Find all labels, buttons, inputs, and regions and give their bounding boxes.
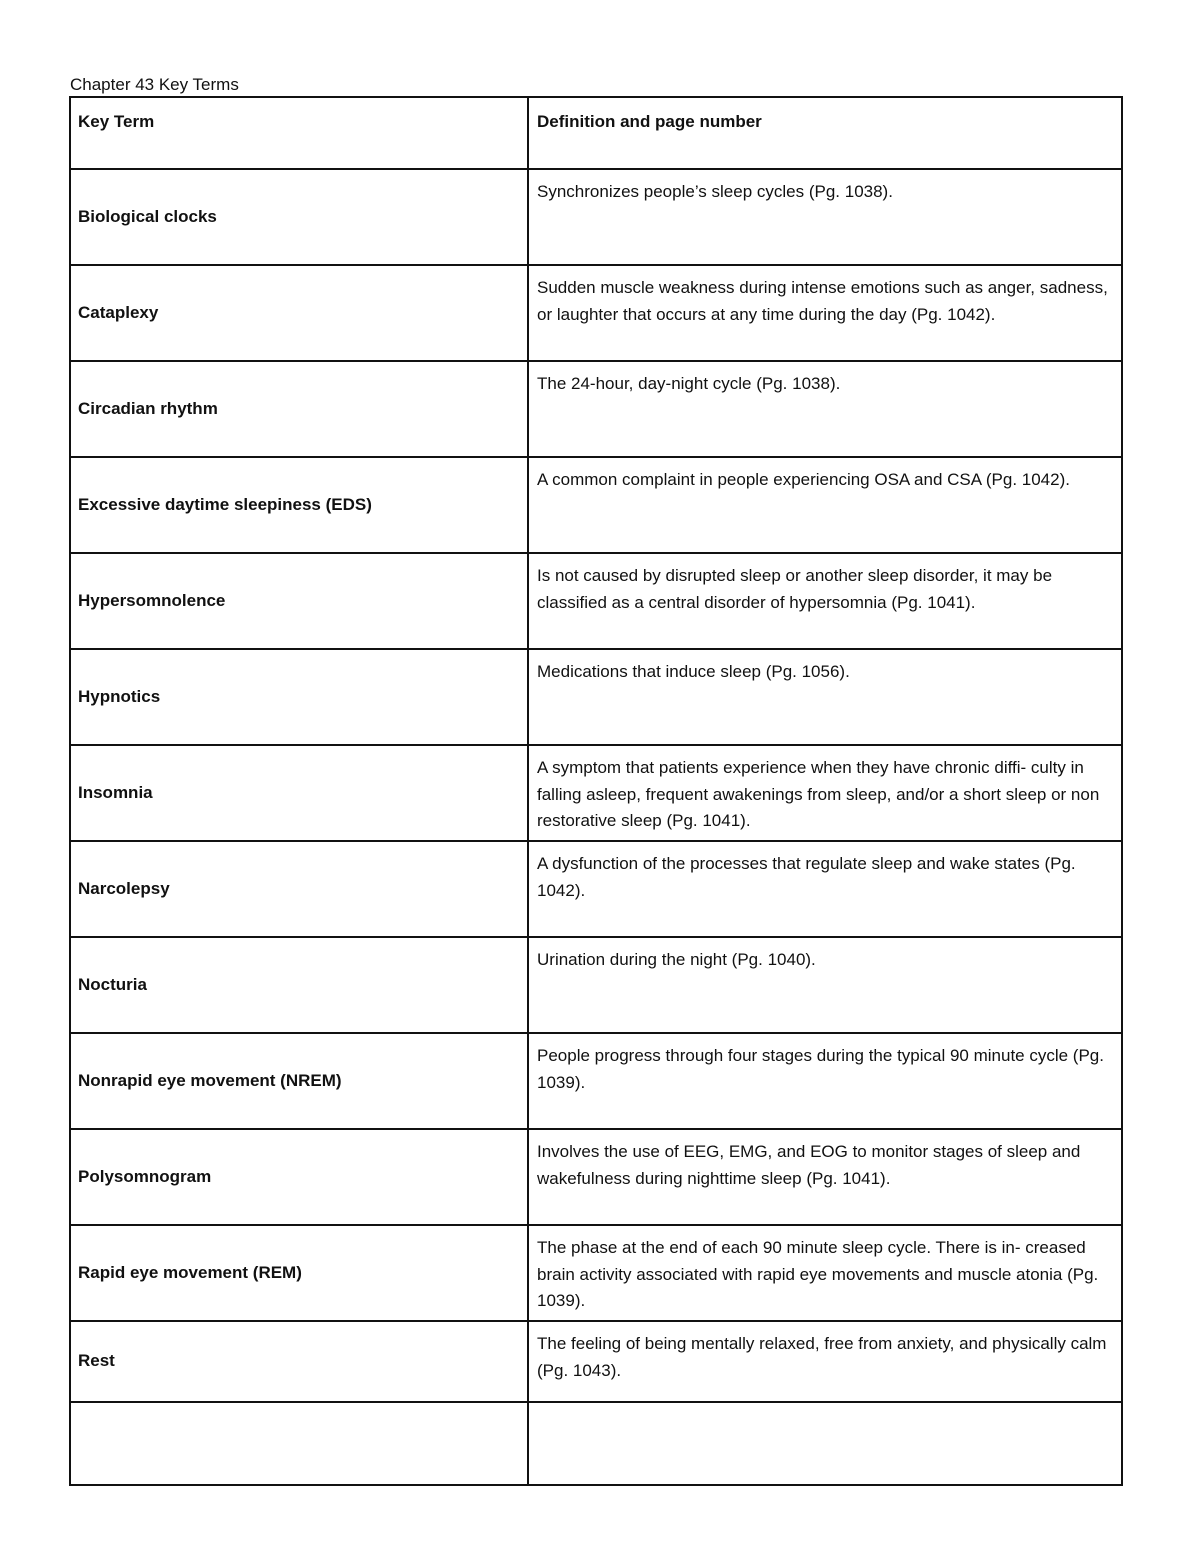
page-title: Chapter 43 Key Terms bbox=[70, 75, 239, 94]
definition-cell: Is not caused by disrupted sleep or another sleep disorder, it may be classified as a central disorder of hypersomnia (Pg. 1041). bbox=[528, 553, 1122, 649]
term-cell: Polysomnogram bbox=[70, 1129, 528, 1225]
table-row bbox=[70, 745, 1122, 841]
term-cell: Rest bbox=[70, 1321, 528, 1402]
term-cell: Biological clocks bbox=[70, 169, 528, 265]
definition-cell: Medications that induce sleep (Pg. 1056). bbox=[528, 649, 1122, 745]
term-cell: Excessive daytime sleepiness (EDS) bbox=[70, 457, 528, 553]
term-cell: Nocturia bbox=[70, 937, 528, 1033]
table-row-empty bbox=[70, 1402, 1122, 1485]
term-cell bbox=[70, 1402, 528, 1485]
definition-cell: The phase at the end of each 90 minute sleep cycle. There is in- creased brain activity associated with rapid eye movements and muscle atonia (Pg. 1039). bbox=[528, 1225, 1122, 1321]
term-cell: Insomnia bbox=[70, 745, 528, 841]
definition-cell: A symptom that patients experience when they have chronic diffi- culty in falling asleep, frequent awakenings from sleep, and/or a short sleep or non restorative sleep (Pg. 1041). bbox=[528, 745, 1122, 841]
term-cell: Circadian rhythm bbox=[70, 361, 528, 457]
table-row bbox=[70, 361, 1122, 457]
table-row bbox=[70, 937, 1122, 1033]
table-row bbox=[70, 1129, 1122, 1225]
term-cell: Hypersomnolence bbox=[70, 553, 528, 649]
table-row bbox=[70, 553, 1122, 649]
definition-cell: Sudden muscle weakness during intense emotions such as anger, sadness, or laughter that occurs at any time during the day (Pg. 1042). bbox=[528, 265, 1122, 361]
definition-cell: Involves the use of EEG, EMG, and EOG to monitor stages of sleep and wakefulness during nighttime sleep (Pg. 1041). bbox=[528, 1129, 1122, 1225]
definition-cell: Synchronizes people’s sleep cycles (Pg. 1038). bbox=[528, 169, 1122, 265]
definition-cell: People progress through four stages during the typical 90 minute cycle (Pg. 1039). bbox=[528, 1033, 1122, 1129]
definition-cell: Urination during the night (Pg. 1040). bbox=[528, 937, 1122, 1033]
term-cell: Rapid eye movement (REM) bbox=[70, 1225, 528, 1321]
term-cell: Hypnotics bbox=[70, 649, 528, 745]
table-row bbox=[70, 169, 1122, 265]
table-row bbox=[70, 265, 1122, 361]
term-cell: Cataplexy bbox=[70, 265, 528, 361]
key-terms-table bbox=[69, 96, 1123, 1486]
table-row bbox=[70, 649, 1122, 745]
definition-cell bbox=[528, 1402, 1122, 1485]
term-cell: Nonrapid eye movement (NREM) bbox=[70, 1033, 528, 1129]
table-row bbox=[70, 1225, 1122, 1321]
definition-cell: A common complaint in people experiencing OSA and CSA (Pg. 1042). bbox=[528, 457, 1122, 553]
table-row bbox=[70, 1321, 1122, 1402]
definition-cell: A dysfunction of the processes that regulate sleep and wake states (Pg. 1042). bbox=[528, 841, 1122, 937]
header-definition: Definition and page number bbox=[528, 97, 1122, 169]
definition-cell: The 24-hour, day-night cycle (Pg. 1038). bbox=[528, 361, 1122, 457]
table-row bbox=[70, 1033, 1122, 1129]
table-row bbox=[70, 841, 1122, 937]
definition-cell: The feeling of being mentally relaxed, free from anxiety, and physically calm (Pg. 1043). bbox=[528, 1321, 1122, 1402]
term-cell: Narcolepsy bbox=[70, 841, 528, 937]
table-row bbox=[70, 457, 1122, 553]
table-header-row bbox=[70, 97, 1122, 169]
header-key-term: Key Term bbox=[70, 97, 528, 169]
